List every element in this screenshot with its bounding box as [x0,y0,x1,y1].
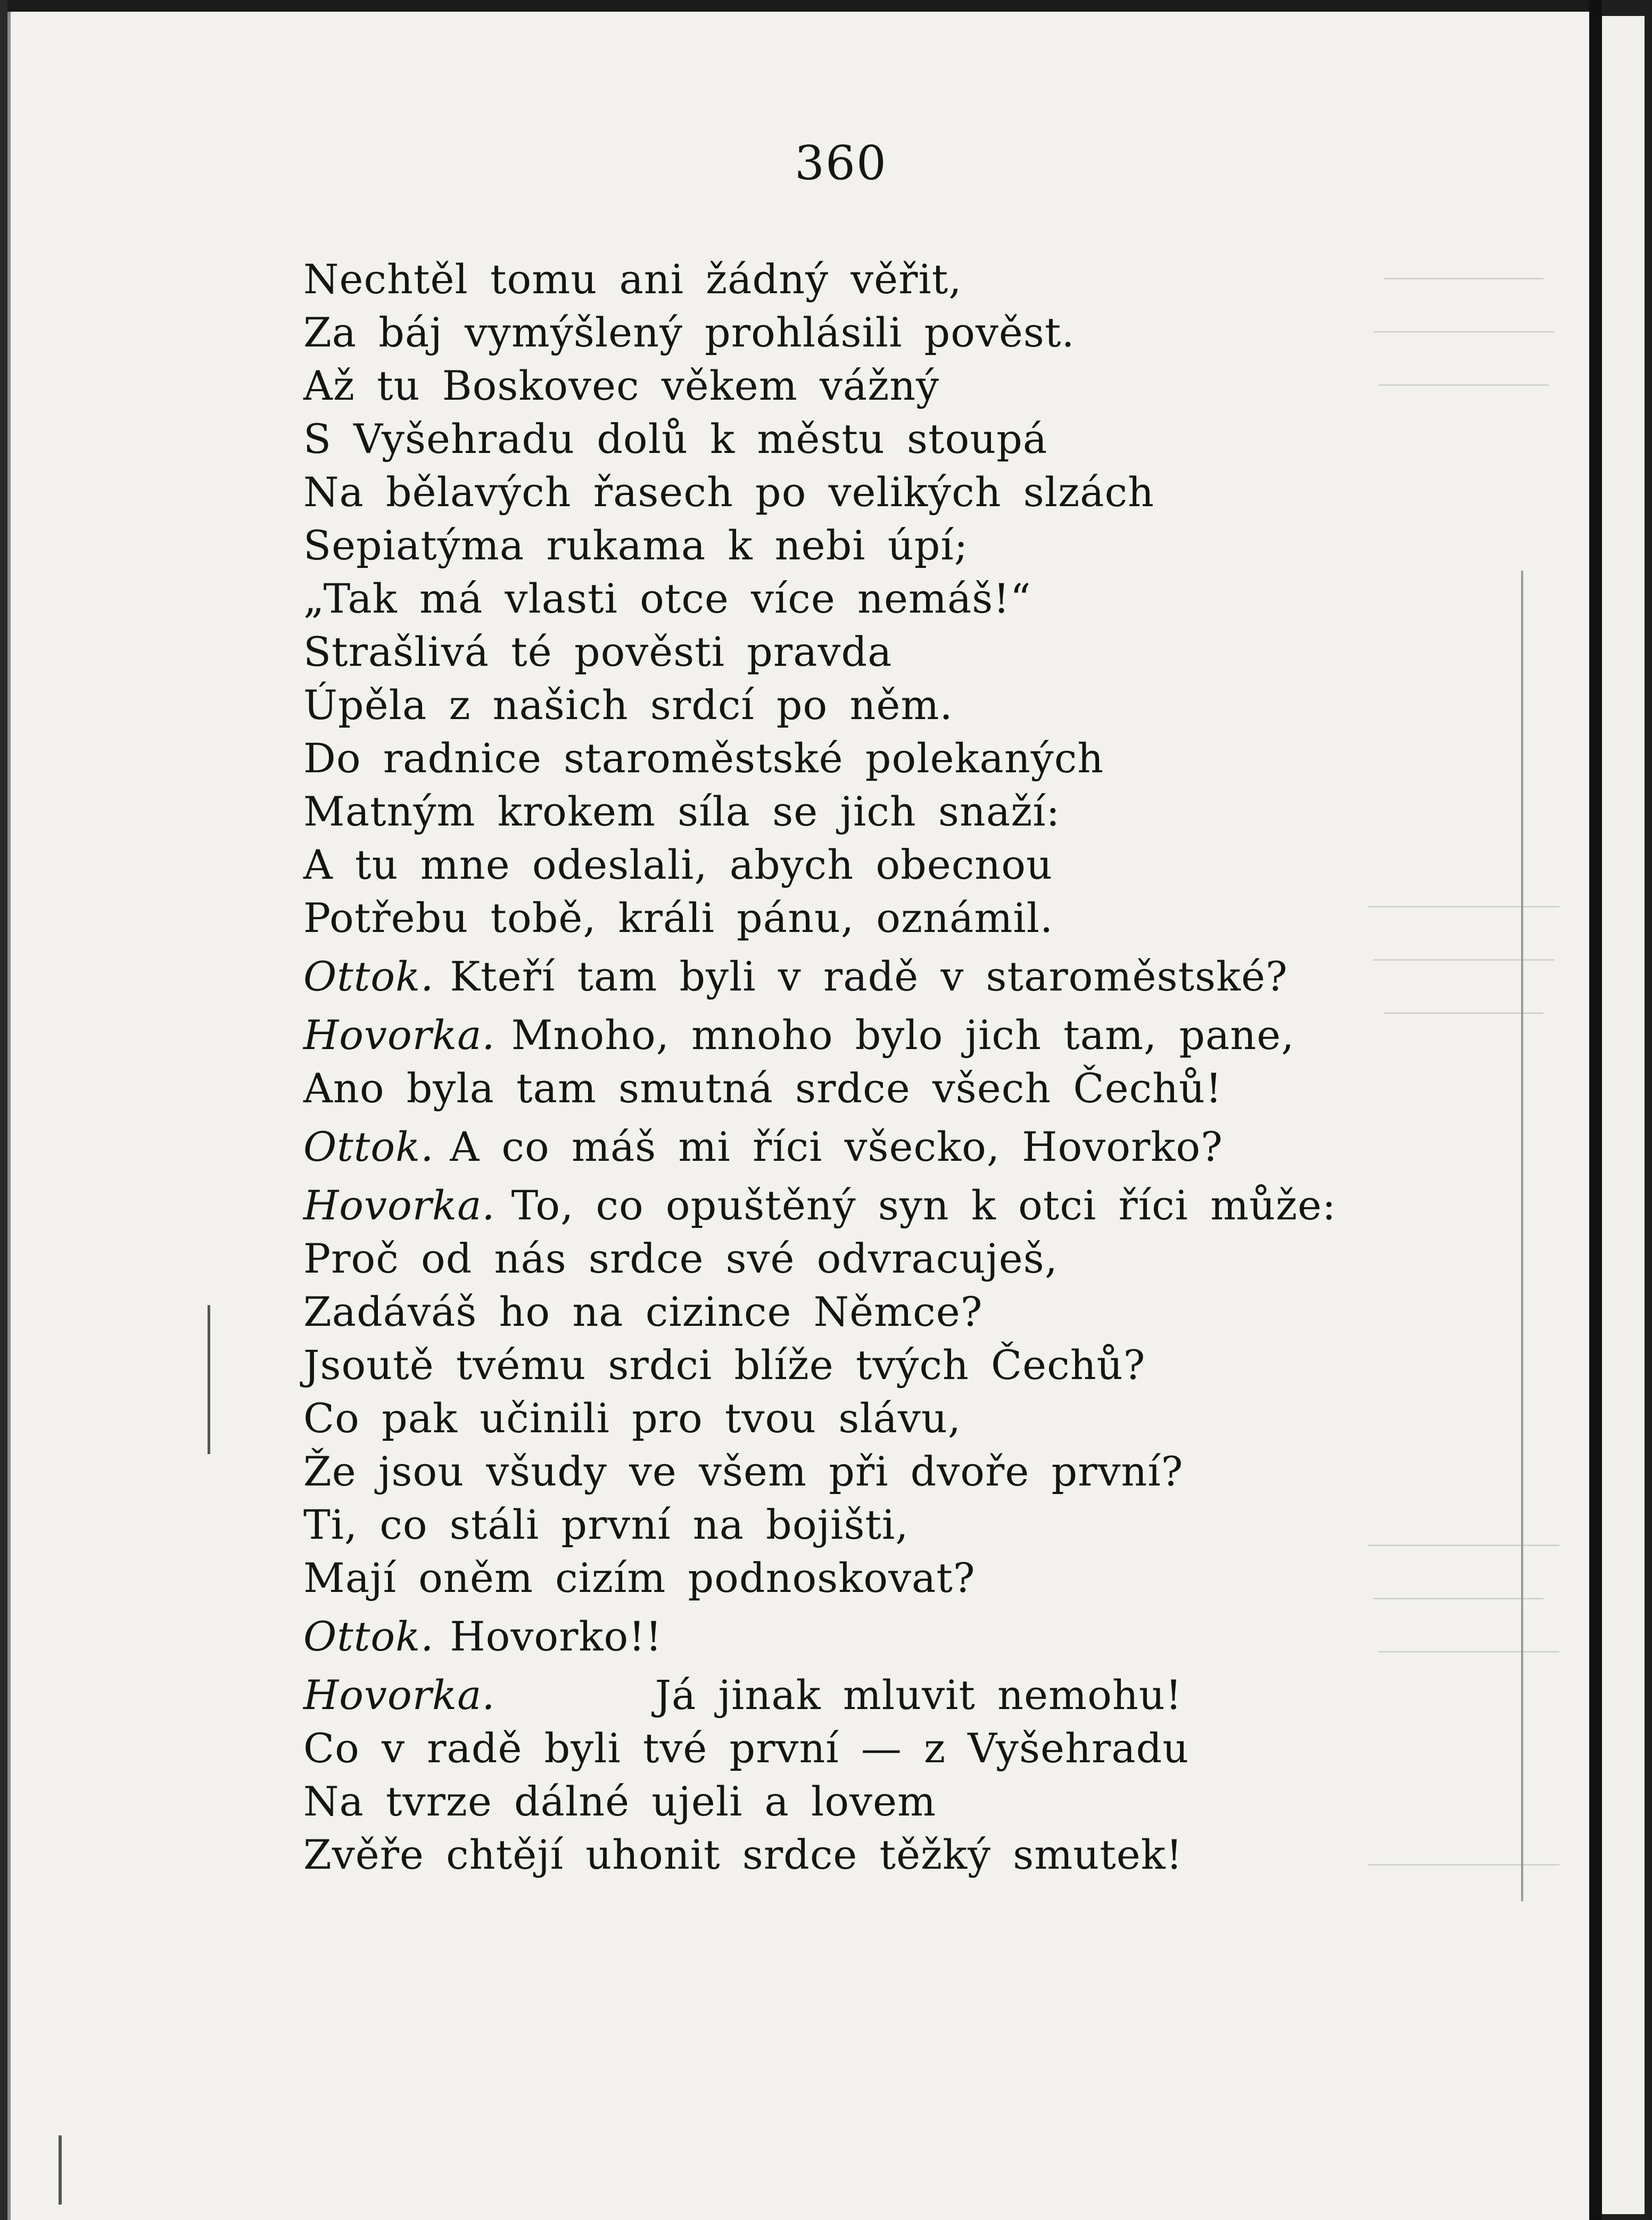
bottom-mark [59,2135,62,2205]
line-text: Nechtěl tomu ani žádný věřit, [303,255,962,303]
line-text: Ano byla tam smutná srdce všech Čechů! [303,1064,1223,1112]
line-text: Zvěře chtějí uhonit srdce těžký smutek! [303,1831,1183,1878]
text-line [303,309,1075,356]
text-line [303,1778,936,1825]
speaker-name: Hovorka. [303,1671,495,1719]
adjacent-page-edge [1602,16,1645,2214]
text-line [303,415,1047,463]
line-text: Ti, co stáli první na bojišti, [303,1501,909,1548]
text-line [303,953,1288,1000]
line-text: Kteří tam byli v radě v staroměstské? [450,953,1288,1000]
text-line [303,1341,1145,1389]
speaker-name: Ottok. [303,1123,434,1170]
scan-border-left-inner [7,12,11,2220]
text-line [303,1123,1223,1170]
line-text: Strašlivá té pověsti pravda [303,628,893,675]
text-line [303,1724,1189,1772]
text-line [303,1671,1182,1719]
text-line [303,894,1053,942]
speaker-name: Ottok. [303,953,434,1000]
line-text: Sepiatýma rukama k nebi úpí; [303,522,969,569]
line-text: Až tu Boskovec věkem vážný [303,362,940,409]
line-text: Potřebu tobě, králi pánu, oznámil. [303,894,1054,942]
line-text: Do radnice staroměstské polekaných [303,735,1104,782]
line-text: Mnoho, mnoho bylo jich tam, pane, [511,1011,1295,1059]
text-line [303,1831,1183,1878]
line-text: Zadáváš ho na cizince Němce? [303,1288,983,1335]
scan-border-top [0,0,1652,12]
speaker-name: Hovorka. [303,1182,495,1229]
text-line [303,1501,908,1548]
line-text: Že jsou všudy ve všem při dvoře první? [303,1448,1184,1495]
line-text: Jsoutě tvému srdci blíže tvých Čechů? [303,1341,1146,1389]
text-line [303,628,892,675]
line-text: Já jinak mluvit nemohu! [655,1671,1183,1719]
line-text: Matným krokem síla se jich snaží: [303,788,1061,835]
line-text: A tu mne odeslali, abych obecnou [303,841,1053,888]
line-text: S Vyšehradu dolů k městu stoupá [303,415,1048,463]
text-line [303,362,939,409]
line-text: A co máš mi říci všecko, Hovorko? [450,1123,1223,1170]
text-line [303,1182,1336,1229]
bleed-through-text [1352,267,1575,1997]
line-text: Na tvrze dálné ujeli a lovem [303,1778,937,1825]
text-line [303,1235,1058,1282]
text-line [303,1613,662,1660]
line-text: Co v radě byli tvé první — z Vyšehradu [303,1724,1190,1772]
right-rule [1521,571,1523,1901]
text-line [303,1448,1183,1495]
line-text: Za báj vymýšlený prohlásili pověst. [303,309,1075,356]
speaker-name: Hovorka. [303,1011,495,1059]
line-text: Úpěla z našich srdcí po něm. [303,681,953,729]
line-text: Hovorko!! [450,1613,663,1660]
text-line [303,1064,1223,1112]
line-text: Proč od nás srdce své odvracuješ, [303,1235,1058,1282]
page-number: 360 [795,136,887,191]
text-line [303,522,968,569]
gutter-shadow [1589,0,1602,2220]
line-text: Na bělavých řasech po velikých slzách [303,468,1154,516]
text-line [303,841,1053,888]
text-line [303,1394,961,1442]
line-text: „Tak má vlasti otce více nemáš!“ [303,575,1031,622]
scan-border-left [0,0,7,2220]
text-line [303,788,1060,835]
text-line [303,1288,982,1335]
text-line [303,468,1154,516]
line-text: To, co opuštěný syn k otci říci může: [511,1182,1336,1229]
margin-mark [208,1305,210,1454]
speaker-name: Ottok. [303,1613,434,1660]
text-line [303,1554,976,1602]
line-text: Mají oněm cizím podnoskovat? [303,1554,976,1602]
text-line [303,1011,1294,1059]
text-line [303,255,962,303]
text-line [303,575,1031,622]
text-line [303,681,953,729]
line-text: Co pak učinili pro tvou slávu, [303,1394,961,1442]
text-line [303,735,1104,782]
